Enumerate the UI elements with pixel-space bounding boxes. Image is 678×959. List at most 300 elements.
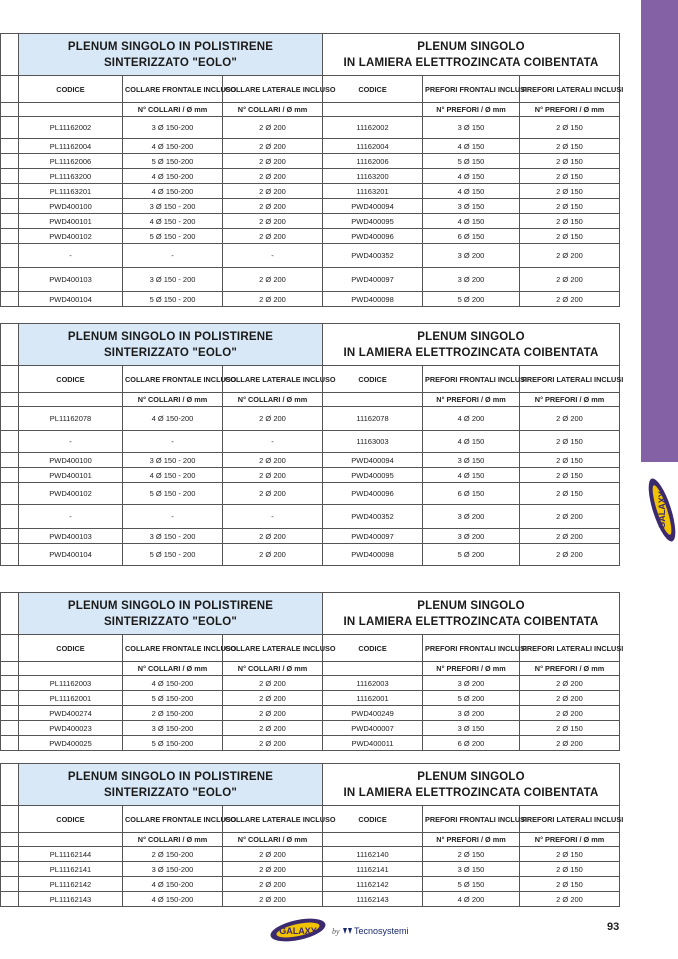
table-cell: - bbox=[19, 244, 123, 268]
footer-galaxy-text: GALAXY bbox=[279, 926, 317, 936]
header-lamiera bbox=[323, 764, 620, 806]
col-prefori-frontali: PREFORI FRONTALI INCLUSI bbox=[423, 366, 520, 393]
table-cell: - bbox=[19, 505, 123, 529]
table-cell: 4 Ø 150 - 200 bbox=[123, 468, 223, 483]
table-cell: 2 Ø 150 bbox=[520, 229, 620, 244]
table-cell: 2 Ø 150 bbox=[520, 483, 620, 505]
edge-cell bbox=[1, 268, 19, 292]
table-cell: 4 Ø 150-200 bbox=[123, 139, 223, 154]
table-cell: 11163003 bbox=[323, 431, 423, 453]
table-cell: 11162006 bbox=[323, 154, 423, 169]
table-row bbox=[1, 529, 620, 544]
table-cell: 5 Ø 150 - 200 bbox=[123, 483, 223, 505]
table-block-4 bbox=[0, 763, 624, 907]
unit-collari-laterale: N° COLLARI / Ø mm bbox=[223, 662, 323, 676]
header-right-line1: PLENUM SINGOLO bbox=[417, 599, 525, 612]
table-cell: PWD400102 bbox=[19, 229, 123, 244]
table-cell: 2 Ø 150-200 bbox=[123, 706, 223, 721]
col-codice-right: CODICE bbox=[323, 635, 423, 662]
edge-cell bbox=[1, 892, 19, 907]
col-codice-left: CODICE bbox=[19, 76, 123, 103]
table-cell: 5 Ø 200 bbox=[423, 544, 520, 566]
table-cell: 3 Ø 150-200 bbox=[123, 721, 223, 736]
edge-cell bbox=[1, 292, 19, 307]
header-right-line1: PLENUM SINGOLO bbox=[417, 330, 525, 343]
edge-cell bbox=[1, 862, 19, 877]
table-cell: PWD400025 bbox=[19, 736, 123, 751]
table-cell: 2 Ø 200 bbox=[223, 292, 323, 307]
header-left-line1: PLENUM SINGOLO IN POLISTIRENE bbox=[67, 599, 274, 612]
table-row bbox=[1, 169, 620, 184]
table-row bbox=[1, 229, 620, 244]
table-cell: PWD400023 bbox=[19, 721, 123, 736]
unit-collari-laterale: N° COLLARI / Ø mm bbox=[223, 103, 323, 117]
table-block-3 bbox=[0, 592, 624, 751]
table-row bbox=[1, 721, 620, 736]
unit-prefori-laterali: N° PREFORI / Ø mm bbox=[520, 662, 620, 676]
col-prefori-frontali: PREFORI FRONTALI INCLUSI bbox=[423, 806, 520, 833]
unit-prefori-frontali: N° PREFORI / Ø mm bbox=[423, 662, 520, 676]
table-cell: 2 Ø 200 bbox=[520, 268, 620, 292]
table-row bbox=[1, 117, 620, 139]
table-cell: 3 Ø 200 bbox=[423, 676, 520, 691]
edge-cell bbox=[1, 877, 19, 892]
edge-cell bbox=[1, 847, 19, 862]
edge-cell bbox=[1, 833, 19, 847]
table-cell: PL11162006 bbox=[19, 154, 123, 169]
table-cell: PL11162002 bbox=[19, 117, 123, 139]
table-cell: 2 Ø 200 bbox=[223, 862, 323, 877]
table-cell: 3 Ø 200 bbox=[423, 244, 520, 268]
table-cell: 2 Ø 150 bbox=[520, 214, 620, 229]
table-cell: PL11163200 bbox=[19, 169, 123, 184]
table-cell: - bbox=[123, 244, 223, 268]
header-right-line2: IN LAMIERA ELETTROZINCATA COIBENTATA bbox=[343, 56, 599, 69]
edge-cell bbox=[1, 706, 19, 721]
col-prefori-frontali: PREFORI FRONTALI INCLUSI bbox=[423, 635, 520, 662]
table-cell: PWD400352 bbox=[323, 244, 423, 268]
table-cell: PL11162001 bbox=[19, 691, 123, 706]
table-cell: PL11162142 bbox=[19, 877, 123, 892]
header-lamiera bbox=[323, 324, 620, 366]
table-row bbox=[1, 468, 620, 483]
unit-collari-laterale: N° COLLARI / Ø mm bbox=[223, 393, 323, 407]
table-cell: PWD400095 bbox=[323, 468, 423, 483]
table-cell: 2 Ø 150 bbox=[520, 721, 620, 736]
table-cell: PWD400104 bbox=[19, 544, 123, 566]
unit-collari-frontale: N° COLLARI / Ø mm bbox=[123, 103, 223, 117]
table-cell: 2 Ø 200 bbox=[223, 892, 323, 907]
table-row bbox=[1, 892, 620, 907]
product-table bbox=[0, 592, 624, 751]
table-cell: 2 Ø 200 bbox=[223, 544, 323, 566]
table-cell: PWD400007 bbox=[323, 721, 423, 736]
table-cell: 2 Ø 150 bbox=[520, 862, 620, 877]
table-cell: PL11163201 bbox=[19, 184, 123, 199]
header-polistirene bbox=[19, 764, 323, 806]
table-cell: 2 Ø 200 bbox=[223, 529, 323, 544]
col-prefori-laterali: PREFORI LATERALI INCLUSI bbox=[520, 76, 620, 103]
table-cell: 2 Ø 200 bbox=[223, 407, 323, 431]
edge-cell bbox=[1, 324, 19, 366]
header-lamiera bbox=[323, 34, 620, 76]
unit-blank-right bbox=[323, 662, 423, 676]
unit-prefori-frontali: N° PREFORI / Ø mm bbox=[423, 833, 520, 847]
table-cell: 5 Ø 150 - 200 bbox=[123, 544, 223, 566]
table-cell: 2 Ø 200 bbox=[223, 268, 323, 292]
table-cell: 3 Ø 150 - 200 bbox=[123, 529, 223, 544]
col-prefori-frontali: PREFORI FRONTALI INCLUSI bbox=[423, 76, 520, 103]
table-cell: 4 Ø 150-200 bbox=[123, 407, 223, 431]
side-logo-text: GALAXY bbox=[657, 491, 667, 529]
table-cell: PL11162003 bbox=[19, 676, 123, 691]
table-cell: 11162141 bbox=[323, 862, 423, 877]
table-cell: 4 Ø 150 bbox=[423, 431, 520, 453]
table-cell: 2 Ø 200 bbox=[223, 154, 323, 169]
col-collare-frontale: COLLARE FRONTALE INCLUSO bbox=[123, 366, 223, 393]
table-cell: 5 Ø 150 - 200 bbox=[123, 229, 223, 244]
header-left-line2: SINTERIZZATO "EOLO" bbox=[103, 56, 238, 69]
table-cell: 2 Ø 200 bbox=[223, 214, 323, 229]
table-cell: 2 Ø 150 bbox=[520, 199, 620, 214]
table-cell: PL11162078 bbox=[19, 407, 123, 431]
table-row bbox=[1, 691, 620, 706]
table-cell: 5 Ø 150 - 200 bbox=[123, 292, 223, 307]
table-cell: 2 Ø 200 bbox=[223, 199, 323, 214]
col-collare-laterale: COLLARE LATERALE INCLUSO bbox=[223, 366, 323, 393]
table-cell: 2 Ø 200 bbox=[223, 184, 323, 199]
table-cell: - bbox=[123, 505, 223, 529]
header-left-line1: PLENUM SINGOLO IN POLISTIRENE bbox=[67, 40, 274, 53]
table-cell: PWD400102 bbox=[19, 483, 123, 505]
unit-blank-right bbox=[323, 833, 423, 847]
table-cell: 11162140 bbox=[323, 847, 423, 862]
table-cell: 3 Ø 150 bbox=[423, 862, 520, 877]
table-cell: 11162003 bbox=[323, 676, 423, 691]
edge-cell bbox=[1, 103, 19, 117]
table-cell: 2 Ø 150 bbox=[520, 877, 620, 892]
table-cell: 2 Ø 150 bbox=[520, 139, 620, 154]
table-cell: 2 Ø 150-200 bbox=[123, 847, 223, 862]
table-cell: 11162001 bbox=[323, 691, 423, 706]
edge-cell bbox=[1, 691, 19, 706]
table-cell: 4 Ø 200 bbox=[423, 892, 520, 907]
table-cell: PWD400097 bbox=[323, 268, 423, 292]
table-cell: 2 Ø 200 bbox=[223, 229, 323, 244]
table-cell: 4 Ø 150 bbox=[423, 139, 520, 154]
edge-cell bbox=[1, 407, 19, 431]
col-collare-laterale: COLLARE LATERALE INCLUSO bbox=[223, 76, 323, 103]
table-cell: 11162002 bbox=[323, 117, 423, 139]
edge-cell bbox=[1, 199, 19, 214]
table-cell: PWD400098 bbox=[323, 292, 423, 307]
edge-cell bbox=[1, 244, 19, 268]
col-prefori-laterali: PREFORI LATERALI INCLUSI bbox=[520, 366, 620, 393]
table-cell: 2 Ø 200 bbox=[520, 706, 620, 721]
unit-prefori-frontali: N° PREFORI / Ø mm bbox=[423, 393, 520, 407]
col-collare-frontale: COLLARE FRONTALE INCLUSO bbox=[123, 76, 223, 103]
table-row bbox=[1, 544, 620, 566]
table-cell: 2 Ø 150 bbox=[520, 431, 620, 453]
table-cell: - bbox=[19, 431, 123, 453]
table-cell: PWD400103 bbox=[19, 529, 123, 544]
table-cell: 2 Ø 200 bbox=[223, 691, 323, 706]
table-cell: 6 Ø 150 bbox=[423, 229, 520, 244]
header-left-line1: PLENUM SINGOLO IN POLISTIRENE bbox=[67, 770, 274, 783]
table-cell: PWD400100 bbox=[19, 453, 123, 468]
col-codice-left: CODICE bbox=[19, 366, 123, 393]
edge-cell bbox=[1, 483, 19, 505]
table-cell: 3 Ø 150 - 200 bbox=[123, 268, 223, 292]
col-codice-left: CODICE bbox=[19, 806, 123, 833]
col-prefori-laterali: PREFORI LATERALI INCLUSI bbox=[520, 806, 620, 833]
unit-blank-right bbox=[323, 393, 423, 407]
edge-cell bbox=[1, 505, 19, 529]
table-cell: 2 Ø 200 bbox=[223, 706, 323, 721]
header-lamiera bbox=[323, 593, 620, 635]
edge-cell bbox=[1, 736, 19, 751]
table-cell: PWD400011 bbox=[323, 736, 423, 751]
edge-cell bbox=[1, 139, 19, 154]
table-row bbox=[1, 706, 620, 721]
table-cell: 4 Ø 150-200 bbox=[123, 877, 223, 892]
table-row bbox=[1, 139, 620, 154]
table-cell: 11162078 bbox=[323, 407, 423, 431]
col-prefori-laterali: PREFORI LATERALI INCLUSI bbox=[520, 635, 620, 662]
table-cell: PL11162004 bbox=[19, 139, 123, 154]
table-cell: 3 Ø 200 bbox=[423, 268, 520, 292]
edge-cell bbox=[1, 117, 19, 139]
table-cell: 4 Ø 150 bbox=[423, 468, 520, 483]
table-cell: 3 Ø 200 bbox=[423, 529, 520, 544]
table-cell: 11163201 bbox=[323, 184, 423, 199]
table-cell: 4 Ø 150-200 bbox=[123, 892, 223, 907]
header-left-line2: SINTERIZZATO "EOLO" bbox=[103, 346, 238, 359]
header-left-line2: SINTERIZZATO "EOLO" bbox=[103, 786, 238, 799]
col-codice-left: CODICE bbox=[19, 635, 123, 662]
table-cell: 2 Ø 200 bbox=[520, 544, 620, 566]
footer-partner-text: Tecnosystemi bbox=[354, 926, 409, 936]
table-cell: 2 Ø 200 bbox=[223, 169, 323, 184]
table-cell: 11162143 bbox=[323, 892, 423, 907]
table-cell: 2 Ø 150 bbox=[520, 847, 620, 862]
side-color-band bbox=[641, 0, 678, 462]
table-cell: 3 Ø 200 bbox=[423, 706, 520, 721]
table-cell: 3 Ø 150 - 200 bbox=[123, 199, 223, 214]
table-cell: PL11162143 bbox=[19, 892, 123, 907]
table-cell: 5 Ø 200 bbox=[423, 292, 520, 307]
header-polistirene bbox=[19, 324, 323, 366]
table-cell: PWD400100 bbox=[19, 199, 123, 214]
table-row bbox=[1, 268, 620, 292]
table-cell: PWD400352 bbox=[323, 505, 423, 529]
table-cell: 2 Ø 200 bbox=[223, 453, 323, 468]
table-cell: PWD400094 bbox=[323, 199, 423, 214]
unit-blank-right bbox=[323, 103, 423, 117]
header-right-line2: IN LAMIERA ELETTROZINCATA COIBENTATA bbox=[343, 786, 599, 799]
table-cell: 2 Ø 200 bbox=[520, 676, 620, 691]
table-row bbox=[1, 483, 620, 505]
edge-cell bbox=[1, 529, 19, 544]
edge-cell bbox=[1, 214, 19, 229]
table-cell: 2 Ø 200 bbox=[520, 892, 620, 907]
table-cell: 3 Ø 150-200 bbox=[123, 117, 223, 139]
edge-cell bbox=[1, 468, 19, 483]
table-cell: - bbox=[223, 431, 323, 453]
unit-blank-left bbox=[19, 662, 123, 676]
table-cell: 2 Ø 200 bbox=[520, 529, 620, 544]
table-cell: 2 Ø 150 bbox=[520, 169, 620, 184]
table-cell: 3 Ø 150 - 200 bbox=[123, 453, 223, 468]
galaxy-side-logo bbox=[641, 462, 678, 552]
table-cell: 2 Ø 150 bbox=[520, 184, 620, 199]
table-cell: 2 Ø 150 bbox=[520, 117, 620, 139]
edge-cell bbox=[1, 453, 19, 468]
table-cell: PWD400101 bbox=[19, 468, 123, 483]
edge-cell bbox=[1, 184, 19, 199]
product-table bbox=[0, 33, 624, 307]
edge-cell bbox=[1, 393, 19, 407]
table-cell: 2 Ø 200 bbox=[520, 505, 620, 529]
table-cell: 2 Ø 200 bbox=[223, 847, 323, 862]
unit-collari-frontale: N° COLLARI / Ø mm bbox=[123, 662, 223, 676]
header-polistirene bbox=[19, 593, 323, 635]
table-cell: PWD400103 bbox=[19, 268, 123, 292]
unit-prefori-laterali: N° PREFORI / Ø mm bbox=[520, 393, 620, 407]
table-block-2 bbox=[0, 323, 624, 566]
table-cell: 2 Ø 150 bbox=[520, 453, 620, 468]
table-row bbox=[1, 199, 620, 214]
edge-cell bbox=[1, 34, 19, 76]
tecnosystemi-icon bbox=[343, 928, 352, 934]
table-cell: 2 Ø 200 bbox=[520, 244, 620, 268]
table-cell: 11162004 bbox=[323, 139, 423, 154]
product-table bbox=[0, 763, 624, 907]
table-cell: PWD400249 bbox=[323, 706, 423, 721]
col-codice-right: CODICE bbox=[323, 366, 423, 393]
col-collare-frontale: COLLARE FRONTALE INCLUSO bbox=[123, 806, 223, 833]
table-cell: 5 Ø 150-200 bbox=[123, 736, 223, 751]
page-number: 93 bbox=[607, 921, 620, 933]
table-row bbox=[1, 505, 620, 529]
table-cell: PWD400104 bbox=[19, 292, 123, 307]
table-cell: - bbox=[223, 505, 323, 529]
table-row bbox=[1, 676, 620, 691]
table-cell: 11162142 bbox=[323, 877, 423, 892]
table-row bbox=[1, 407, 620, 431]
table-row bbox=[1, 736, 620, 751]
table-cell: 2 Ø 200 bbox=[520, 691, 620, 706]
table-cell: 2 Ø 150 bbox=[520, 468, 620, 483]
table-cell: 2 Ø 200 bbox=[223, 483, 323, 505]
table-cell: PWD400096 bbox=[323, 483, 423, 505]
table-row bbox=[1, 431, 620, 453]
unit-collari-frontale: N° COLLARI / Ø mm bbox=[123, 393, 223, 407]
header-left-line2: SINTERIZZATO "EOLO" bbox=[103, 615, 238, 628]
table-cell: 2 Ø 200 bbox=[520, 292, 620, 307]
table-cell: 3 Ø 150 bbox=[423, 117, 520, 139]
col-collare-laterale: COLLARE LATERALE INCLUSO bbox=[223, 806, 323, 833]
table-cell: PWD400101 bbox=[19, 214, 123, 229]
table-cell: - bbox=[123, 431, 223, 453]
unit-blank-left bbox=[19, 393, 123, 407]
header-right-line2: IN LAMIERA ELETTROZINCATA COIBENTATA bbox=[343, 346, 599, 359]
table-cell: 4 Ø 150-200 bbox=[123, 676, 223, 691]
col-codice-right: CODICE bbox=[323, 806, 423, 833]
table-cell: 3 Ø 200 bbox=[423, 505, 520, 529]
edge-cell bbox=[1, 154, 19, 169]
table-cell: PWD400094 bbox=[323, 453, 423, 468]
table-cell: 2 Ø 200 bbox=[520, 736, 620, 751]
table-row bbox=[1, 453, 620, 468]
unit-prefori-laterali: N° PREFORI / Ø mm bbox=[520, 103, 620, 117]
footer-by-text: by bbox=[332, 927, 340, 936]
header-right-line1: PLENUM SINGOLO bbox=[417, 40, 525, 53]
table-row bbox=[1, 847, 620, 862]
table-cell: 2 Ø 200 bbox=[223, 721, 323, 736]
table-cell: PL11162144 bbox=[19, 847, 123, 862]
unit-prefori-laterali: N° PREFORI / Ø mm bbox=[520, 833, 620, 847]
table-cell: 4 Ø 200 bbox=[423, 407, 520, 431]
table-cell: 4 Ø 150 bbox=[423, 169, 520, 184]
table-block-1 bbox=[0, 33, 624, 307]
unit-blank-left bbox=[19, 103, 123, 117]
edge-cell bbox=[1, 635, 19, 662]
table-cell: 5 Ø 150 bbox=[423, 877, 520, 892]
table-cell: 5 Ø 150-200 bbox=[123, 691, 223, 706]
table-cell: 2 Ø 200 bbox=[223, 117, 323, 139]
edge-cell bbox=[1, 764, 19, 806]
footer-logos bbox=[0, 912, 678, 948]
edge-cell bbox=[1, 366, 19, 393]
table-cell: 2 Ø 150 bbox=[520, 154, 620, 169]
table-row bbox=[1, 154, 620, 169]
table-cell: 2 Ø 200 bbox=[223, 877, 323, 892]
table-cell: 5 Ø 200 bbox=[423, 691, 520, 706]
header-right-line2: IN LAMIERA ELETTROZINCATA COIBENTATA bbox=[343, 615, 599, 628]
table-cell: 3 Ø 150 bbox=[423, 721, 520, 736]
unit-collari-frontale: N° COLLARI / Ø mm bbox=[123, 833, 223, 847]
table-cell: 4 Ø 150 bbox=[423, 214, 520, 229]
col-collare-laterale: COLLARE LATERALE INCLUSO bbox=[223, 635, 323, 662]
table-cell: PL11162141 bbox=[19, 862, 123, 877]
table-cell: 3 Ø 150-200 bbox=[123, 862, 223, 877]
edge-cell bbox=[1, 229, 19, 244]
edge-cell bbox=[1, 806, 19, 833]
table-cell: 2 Ø 200 bbox=[520, 407, 620, 431]
table-row bbox=[1, 244, 620, 268]
edge-cell bbox=[1, 662, 19, 676]
table-cell: PWD400097 bbox=[323, 529, 423, 544]
table-cell: 4 Ø 150-200 bbox=[123, 184, 223, 199]
edge-cell bbox=[1, 544, 19, 566]
edge-cell bbox=[1, 676, 19, 691]
unit-blank-left bbox=[19, 833, 123, 847]
table-cell: 3 Ø 150 bbox=[423, 453, 520, 468]
edge-cell bbox=[1, 593, 19, 635]
table-cell: 2 Ø 150 bbox=[423, 847, 520, 862]
table-row bbox=[1, 877, 620, 892]
edge-cell bbox=[1, 76, 19, 103]
unit-collari-laterale: N° COLLARI / Ø mm bbox=[223, 833, 323, 847]
table-cell: PWD400096 bbox=[323, 229, 423, 244]
table-cell: 6 Ø 150 bbox=[423, 483, 520, 505]
table-cell: 6 Ø 200 bbox=[423, 736, 520, 751]
table-cell: 3 Ø 150 bbox=[423, 199, 520, 214]
table-cell: 2 Ø 200 bbox=[223, 736, 323, 751]
table-row bbox=[1, 184, 620, 199]
unit-prefori-frontali: N° PREFORI / Ø mm bbox=[423, 103, 520, 117]
